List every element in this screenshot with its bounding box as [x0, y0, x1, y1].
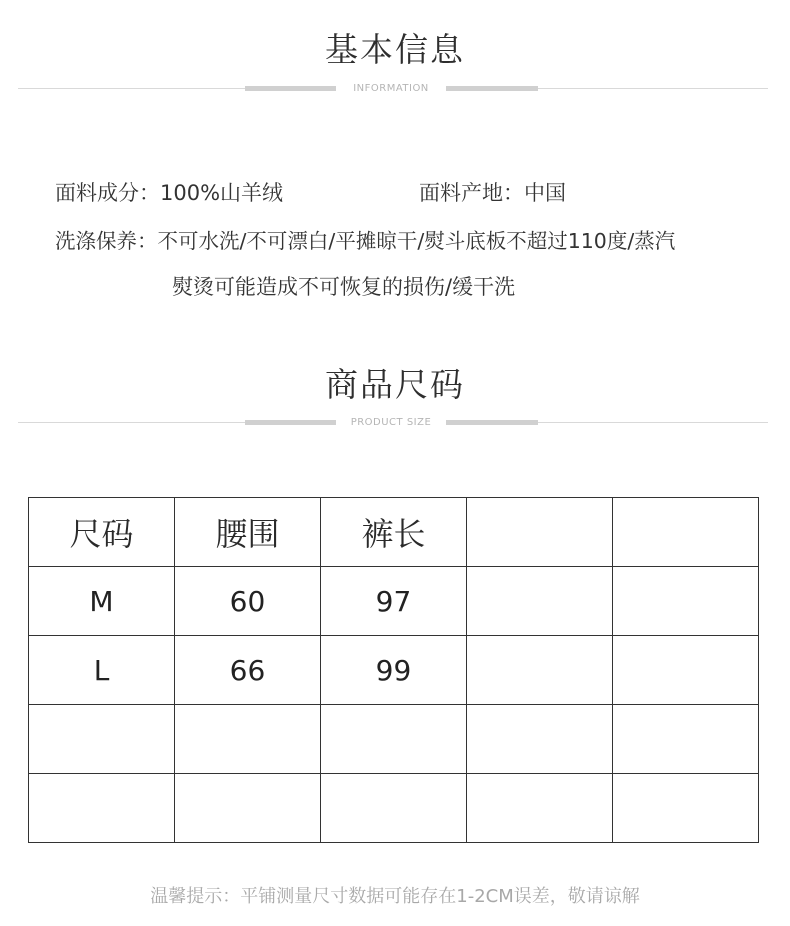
table-cell	[613, 774, 759, 843]
size-section-divider	[0, 414, 790, 434]
care-row-continued	[172, 271, 515, 301]
table-row	[29, 705, 759, 774]
basic-info-divider	[0, 80, 790, 100]
table-cell	[613, 705, 759, 774]
table-row	[29, 636, 759, 705]
table-row	[29, 774, 759, 843]
size-section-title: 商品尺码	[325, 365, 465, 404]
header-cell-empty	[467, 498, 613, 567]
size-section-subtitle: PRODUCT SIZE	[336, 414, 446, 432]
divider-bar-left	[245, 86, 337, 91]
table-cell	[613, 567, 759, 636]
table-cell	[467, 705, 613, 774]
table-cell	[29, 705, 175, 774]
fabric-label: 面料成分：	[55, 181, 160, 205]
divider-bar-left	[245, 420, 337, 425]
size-table	[28, 497, 759, 843]
table-cell	[29, 774, 175, 843]
basic-info-subtitle: INFORMATION	[336, 80, 446, 98]
table-cell	[175, 705, 321, 774]
header-cell-size: 尺码	[29, 498, 175, 567]
table-cell	[467, 774, 613, 843]
measurement-note: 温馨提示：平铺测量尺寸数据可能存在1-2CM误差，敬请谅解	[150, 886, 640, 907]
origin-label: 面料产地：	[419, 181, 524, 205]
table-cell: 99	[321, 636, 467, 705]
divider-bar-right	[446, 420, 538, 425]
table-cell	[613, 636, 759, 705]
table-cell: 66	[175, 636, 321, 705]
header-cell-waist: 腰围	[175, 498, 321, 567]
divider-bar-right	[446, 86, 538, 91]
care-line-2: 熨烫可能造成不可恢复的损伤/缓干洗	[172, 275, 516, 299]
table-row	[29, 567, 759, 636]
table-cell	[321, 705, 467, 774]
table-cell	[175, 774, 321, 843]
table-cell	[467, 567, 613, 636]
table-cell: L	[29, 636, 175, 705]
table-cell: 60	[175, 567, 321, 636]
table-cell: 97	[321, 567, 467, 636]
table-cell: M	[29, 567, 175, 636]
care-line-1: 不可水洗/不可漂白/平摊晾干/熨斗底板不超过110度/蒸汽	[157, 229, 676, 253]
origin-row	[419, 177, 566, 207]
header-cell-length: 裤长	[321, 498, 467, 567]
fabric-row	[55, 177, 283, 207]
care-row	[55, 224, 675, 254]
basic-info-title: 基本信息	[325, 30, 465, 69]
care-label: 洗涤保养：	[55, 229, 158, 253]
table-cell	[321, 774, 467, 843]
table-header-row	[29, 498, 759, 567]
fabric-value: 100%山羊绒	[160, 181, 284, 205]
table-cell	[467, 636, 613, 705]
origin-value: 中国	[524, 181, 566, 205]
header-cell-empty	[613, 498, 759, 567]
